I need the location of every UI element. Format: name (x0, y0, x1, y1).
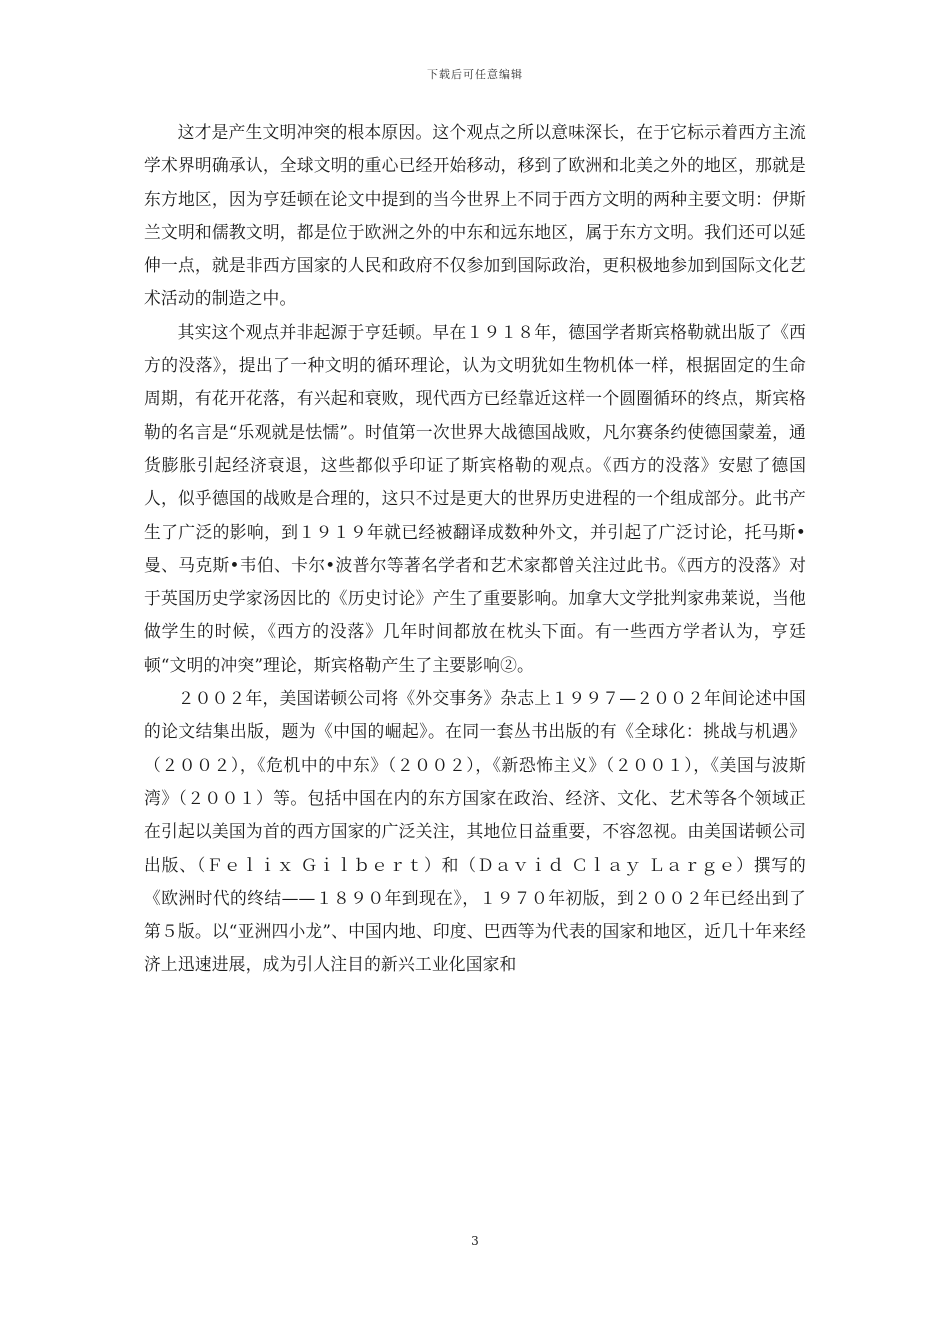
paragraph-2: 其实这个观点并非起源于亨廷顿。早在１９１８年，德国学者斯宾格勒就出版了《西方的没落》，提出了一种文明的循环理论，认为文明犹如生物机体一样，根据固定的生命周期，有花开花落，有兴起和衰败，现代西方已经靠近这样一个圆圈循环的终点，斯宾格勒的名言是“乐观就是怯懦”。时值第一次世界大战德国战败，凡尔赛条约使德国蒙羞，通货膨胀引起经济衰退，这些都似乎印证了斯宾格勒的观点。《西方的没落》安慰了德国人，似乎德国的战败是合理的，这只不过是更大的世界历史进程的一个组成部分。此书产生了广泛的影响，到１９１９年就已经被翻译成数种外文，并引起了广泛讨论，托马斯•曼、马克斯•韦伯、卡尔•波普尔等著名学者和艺术家都曾关注过此书。《西方的没落》对于英国历史学家汤因比的《历史讨论》产生了重要影响。加拿大文学批判家弗莱说，当他做学生的时候，《西方的没落》几年时间都放在枕头下面。有一些西方学者认为，亨廷顿“文明的冲突”理论，斯宾格勒产生了主要影响②。 (144, 321, 806, 675)
page-header: 下载后可任意编辑 (427, 68, 523, 81)
page-number: 3 (471, 1234, 479, 1248)
paragraph-3: ２００２年，美国诺顿公司将《外交事务》杂志上１９９７—２００２年间论述中国的论文结集出版，题为《中国的崛起》。在同一套丛书出版的有《全球化：挑战与机遇》（２００２），《危机中的中东》（２００２），《新恐怖主义》（２００１），《美国与波斯湾》（２００１）等。包括中国在内的东方国家在政治、经济、文化、艺术等各个领域正在引起以美国为首的西方国家的广泛关注，其地位日益重要，不容忽视。由美国诺顿公司出版、（Ｆｅｌｉｘ Ｇｉｌｂｅｒｔ）和（Ｄａｖｉｄ Ｃｌａｙ Ｌａｒｇｅ）撰写的《欧洲时代的终结——１８９０年到现在》，１９７０年初版，到２００２年已经出到了第５版。以“亚洲四小龙”、中国内地、印度、巴西等为代表的国家和地区，近几十年来经济上迅速进展，成为引人注目的新兴工业化国家和 (144, 688, 806, 975)
paragraph-1: 这才是产生文明冲突的根本原因。这个观点之所以意味深长，在于它标示着西方主流学术界明确承认，全球文明的重心已经开始移动，移到了欧洲和北美之外的地区，那就是东方地区，因为亨廷顿在论文中提到的当今世界上不同于西方文明的两种主要文明：伊斯兰文明和儒教文明，都是位于欧洲之外的中东和远东地区，属于东方文明。我们还可以延伸一点，就是非西方国家的人民和政府不仅参加到国际政治，更积极地参加到国际文化艺术活动的制造之中。 (144, 122, 806, 309)
body-text (144, 116, 806, 982)
